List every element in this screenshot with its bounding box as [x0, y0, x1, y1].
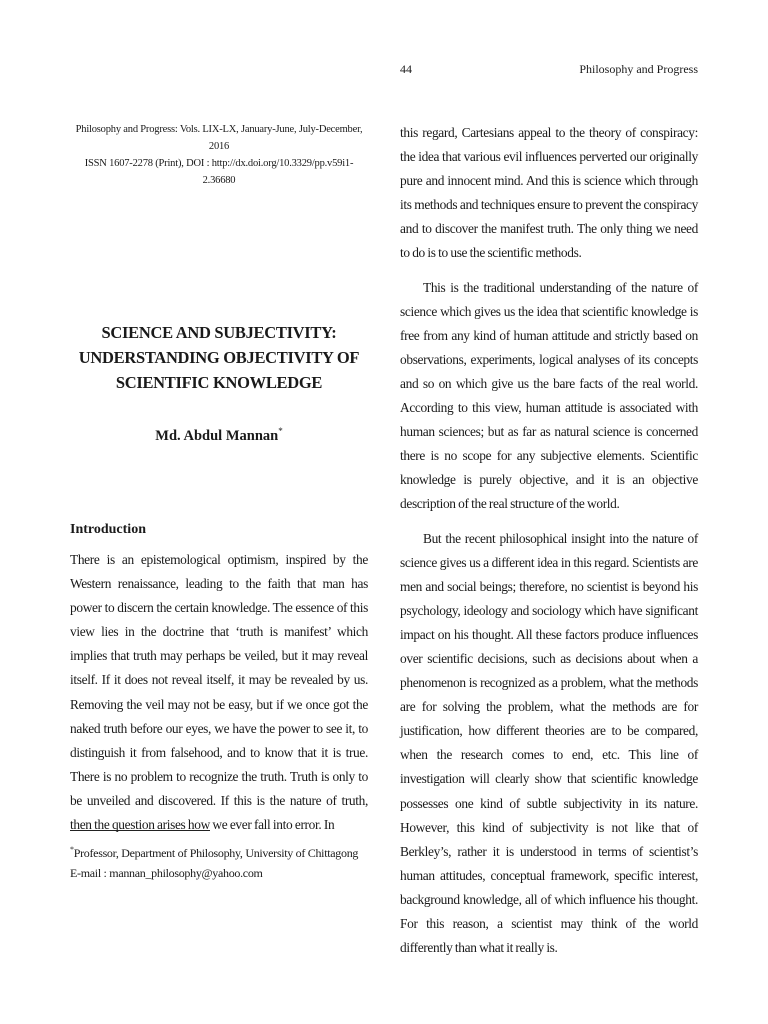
- body-paragraph: But the recent philosophical insight into the nature of science gives us a different idea in this regard. Scientists are men and social beings; therefore, no scientist is beyond his psychology, ideology and sociology which have significant impact on his thought. All these factors produce influences over scientific decisions, such as decisions about when a phenomenon is recognized as a problem, what the methods are for solving the problem, what the methods are for justification, how different theories are to be compared, when the research comes to end, etc. This line of investigation will clearly show that scientific knowledge possesses one kind of subtle subjectivity in its nature. However, this kind of subjectivity is not like that of Berkley’s, rather it is understood in terms of scientist’s human attitudes, conceptual framework, specific interest, background knowledge, all of which influence his thought. For this reason, a scientist may think of the world differently than what it really is.: [400, 530, 698, 956]
- journal-doi-line: ISSN 1607-2278 (Print), DOI : http://dx.doi.org/10.3329/pp.v59i1-2.36680: [84, 158, 354, 186]
- body-paragraph: This is the traditional understanding of the nature of science which gives us the idea that scientific knowledge is free from any kind of human attitude and strictly based on observations, experiments, logical analyses of its concepts and so on which give us the bare facts of the real world. According to this view, human attitude is associated with human sciences; but as far as natural science is concerned there is no scope for any subjective elements. Scientific knowledge is purely objective, and it is an objective description of the real structure of the world.: [400, 279, 698, 512]
- journal-citation-line: Philosophy and Progress: Vols. LIX-LX, January-June, July-December, 2016: [75, 124, 363, 152]
- running-title: Philosophy and Progress: [579, 62, 698, 76]
- left-column-body: [70, 548, 368, 837]
- article-title-line: SCIENTIFIC KNOWLEDGE: [115, 373, 323, 392]
- footnote-email: E-mail : mannan_philosophy@yahoo.com: [70, 866, 263, 880]
- section-heading: Introduction: [70, 522, 146, 537]
- article-title-line: UNDERSTANDING OBJECTIVITY OF: [78, 348, 360, 367]
- article-title: [70, 320, 368, 395]
- footnote-divider: [70, 830, 210, 831]
- page-number: 44: [400, 62, 412, 76]
- author-name-text: Md. Abdul Mannan: [155, 427, 279, 444]
- author-footnote-mark: *: [278, 426, 283, 436]
- footnote-affiliation-text: Professor, Department of Philosophy, University of Chittagong: [73, 846, 359, 860]
- body-paragraph: this regard, Cartesians appeal to the theory of conspiracy: the idea that various evil influences perverted our originally pure and innocent mind. And this is science which through its methods and techniques ensure to prevent the conspiracy and to discover the manifest truth. The only thing we need to do is to use the scientific methods.: [400, 125, 698, 261]
- footnote: [70, 840, 370, 883]
- article-title-line: SCIENCE AND SUBJECTIVITY:: [101, 323, 337, 342]
- right-column-body: [400, 121, 698, 960]
- footnote-mark: *: [70, 845, 74, 854]
- author-name: [70, 426, 368, 445]
- footnote-affiliation: [70, 840, 370, 863]
- body-paragraph: There is an epistemological optimism, inspired by the Western renaissance, leading to the faith that man has power to discern the certain knowledge. The essence of this view lies in the doctrine that ‘truth is manifest’ which implies that truth may perhaps be veiled, but it may reveal itself. If it does not reveal itself, it may be revealed by us. Removing the veil may not be easy, but if we once got the naked truth before our eyes, we have the power to see it, to distinguish it from falsehood, and to know that it is true. There is no problem to recognize the truth. Truth is only to be unveiled and discovered. If this is the nature of truth, then the question arises how we ever fall into error. In: [70, 552, 368, 833]
- journal-citation: [70, 121, 368, 189]
